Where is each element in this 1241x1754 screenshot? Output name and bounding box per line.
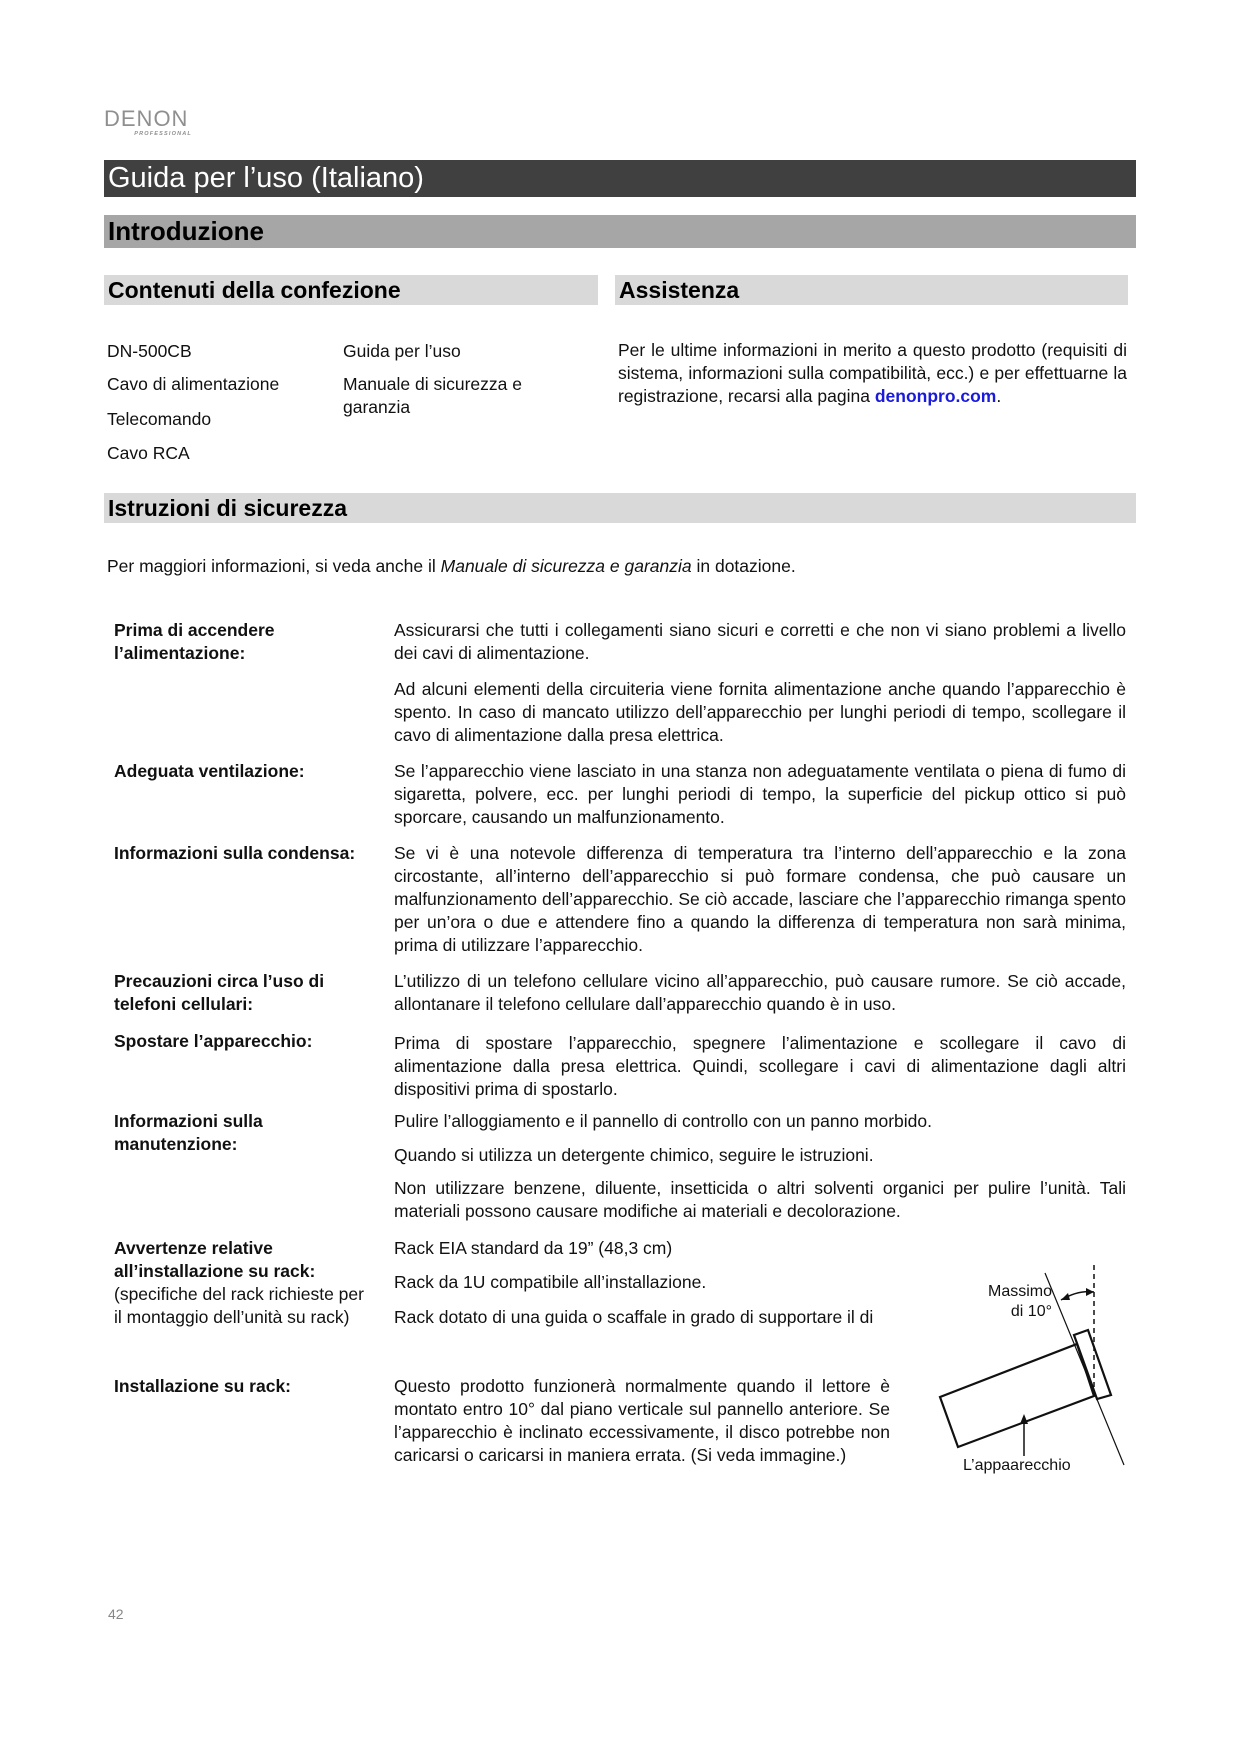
page-title: Guida per l’uso (Italiano): [104, 160, 1136, 197]
box-item: Manuale di sicurezza e garanzia: [343, 374, 522, 417]
diagram-device-label: L’appaarecchio: [963, 1457, 1071, 1474]
box-item: Cavo di alimentazione: [107, 374, 280, 394]
safety-para: Ad alcuni elementi della circuiteria viene fornita alimentazione anche quando l’apparecchio è spento. In caso di mancato utilizzo dell’apparecchio per lunghi periodi di tempo, scollegare il cavo di alimentazione dalla presa elettrica.: [394, 679, 1126, 745]
box-item: Cavo RCA: [107, 443, 190, 463]
logo-subtitle: PROFESSIONAL: [134, 131, 192, 137]
angle-label-line2: di 10°: [1010, 1303, 1052, 1320]
safety-label-ventilation: Adeguata ventilazione:: [114, 761, 305, 781]
support-link-suffix: .: [996, 386, 1002, 406]
safety-para: Prima di spostare l’apparecchio, spegnere l’alimentazione e scollegare il cavo di alimentazione dalla presa elettrica. Quindi, scollegare i cavi di alimentazione dagli altri dispositivi prima di spostarlo.: [394, 1033, 1126, 1099]
denon-professional-logo: [104, 108, 194, 137]
safety-para: Rack da 1U compatibile all’installazione.: [394, 1272, 707, 1292]
safety-label-power: Prima di accendere l’alimentazione:: [114, 620, 275, 663]
safety-label-condensation: Informazioni sulla condensa:: [114, 843, 356, 863]
section-heading-box-contents: Contenuti della confezione: [104, 275, 598, 305]
box-item: Telecomando: [107, 409, 212, 429]
safety-para: L’utilizzo di un telefono cellulare vicino all’apparecchio, può causare rumore. Se ciò accade, allontanare il telefono cellulare dall’apparecchio quando è in uso.: [394, 971, 1126, 1014]
safety-label-mobile-phones: Precauzioni circa l’uso di telefoni cellulari:: [114, 971, 325, 1014]
safety-para: Non utilizzare benzene, diluente, insetticida o altri solventi organici per pulire l’unità. Tali materiali possono causare modifiche ai materiali e decolorazione.: [394, 1178, 1126, 1221]
rack-warnings-title: Avvertenze relative all’installazione su rack:: [114, 1238, 316, 1281]
safety-para: Assicurarsi che tutti i collegamenti siano sicuri e corretti e che non vi siano problemi a livello dei cavi di alimentazione.: [394, 620, 1126, 663]
box-item: Guida per l’uso: [343, 341, 461, 361]
safety-para: Questo prodotto funzionerà normalmente quando il lettore è montato entro 10° dal piano verticale sul pannello anteriore. Se l’apparecchio è inclinato eccessivamente, il disco potrebbe non caricarsi o caricarsi in maniera errata. (Si veda immagine.): [394, 1376, 890, 1465]
safety-para: Se vi è una notevole differenza di temperatura tra l’interno dell’apparecchio e la zona circostante, all’interno dell’apparecchio si può formare condensa, che può causare un malfunzionamento dell’apparecchio. Se ciò accade, lasciare che l’apparecchio rimanga spento per un’ora o due e attendere fino a quando la differenza di temperatura non sarà minima, prima di utilizzare l’apparecchio.: [394, 843, 1126, 955]
safety-para: Se l’apparecchio viene lasciato in una stanza non adeguatamente ventilata o piena di fumo di sigaretta, polvere, ecc. per lunghi periodi di tempo, la superficie del pickup ottico si può sporcare, causando un malfunzionamento.: [394, 761, 1126, 827]
denonpro-link[interactable]: denonpro.com: [874, 386, 997, 406]
box-item: DN-500CB: [107, 341, 192, 361]
safety-para: Quando si utilizza un detergente chimico, seguire le istruzioni.: [394, 1145, 874, 1165]
logo-wordmark: DENON: [104, 106, 189, 131]
safety-para: Rack dotato di una guida o scaffale in grado di supportare il di: [394, 1307, 874, 1327]
safety-label-moving: Spostare l’apparecchio:: [114, 1031, 313, 1051]
safety-intro-prefix: Per maggiori informazioni, si veda anche il: [107, 556, 441, 576]
angle-label-line1: Massimo: [987, 1283, 1052, 1300]
safety-para: Pulire l’alloggiamento e il pannello di controllo con un panno morbido.: [394, 1111, 932, 1131]
rack-tilt-diagram: [920, 1260, 1140, 1490]
safety-intro-manual-title: Manuale di sicurezza e garanzia: [440, 556, 692, 576]
safety-label-rack-warnings: [114, 1237, 374, 1329]
page-number: 42: [108, 1606, 124, 1622]
rack-warnings-subtitle: (specifiche del rack richieste per il montaggio dell’unità su rack): [114, 1284, 364, 1327]
safety-intro-suffix: in dotazione.: [691, 556, 796, 576]
section-heading-assistenza: Assistenza: [615, 275, 1128, 305]
support-text: [618, 339, 1127, 408]
support-body: Per le ultime informazioni in merito a questo prodotto (requisiti di sistema, informazioni sulla compatibilità, ecc.) e per effettuarne la registrazione, recarsi alla pagina: [618, 340, 1127, 406]
section-heading-introduzione: Introduzione: [104, 215, 1136, 248]
safety-label-maintenance: Informazioni sulla manutenzione:: [114, 1111, 263, 1154]
section-heading-safety: Istruzioni di sicurezza: [104, 493, 1136, 523]
diagram-angle-label: [972, 1282, 1052, 1322]
safety-para: Rack EIA standard da 19” (48,3 cm): [394, 1238, 673, 1258]
safety-label-rack-install: Installazione su rack:: [114, 1376, 292, 1396]
safety-intro: [107, 555, 1007, 578]
